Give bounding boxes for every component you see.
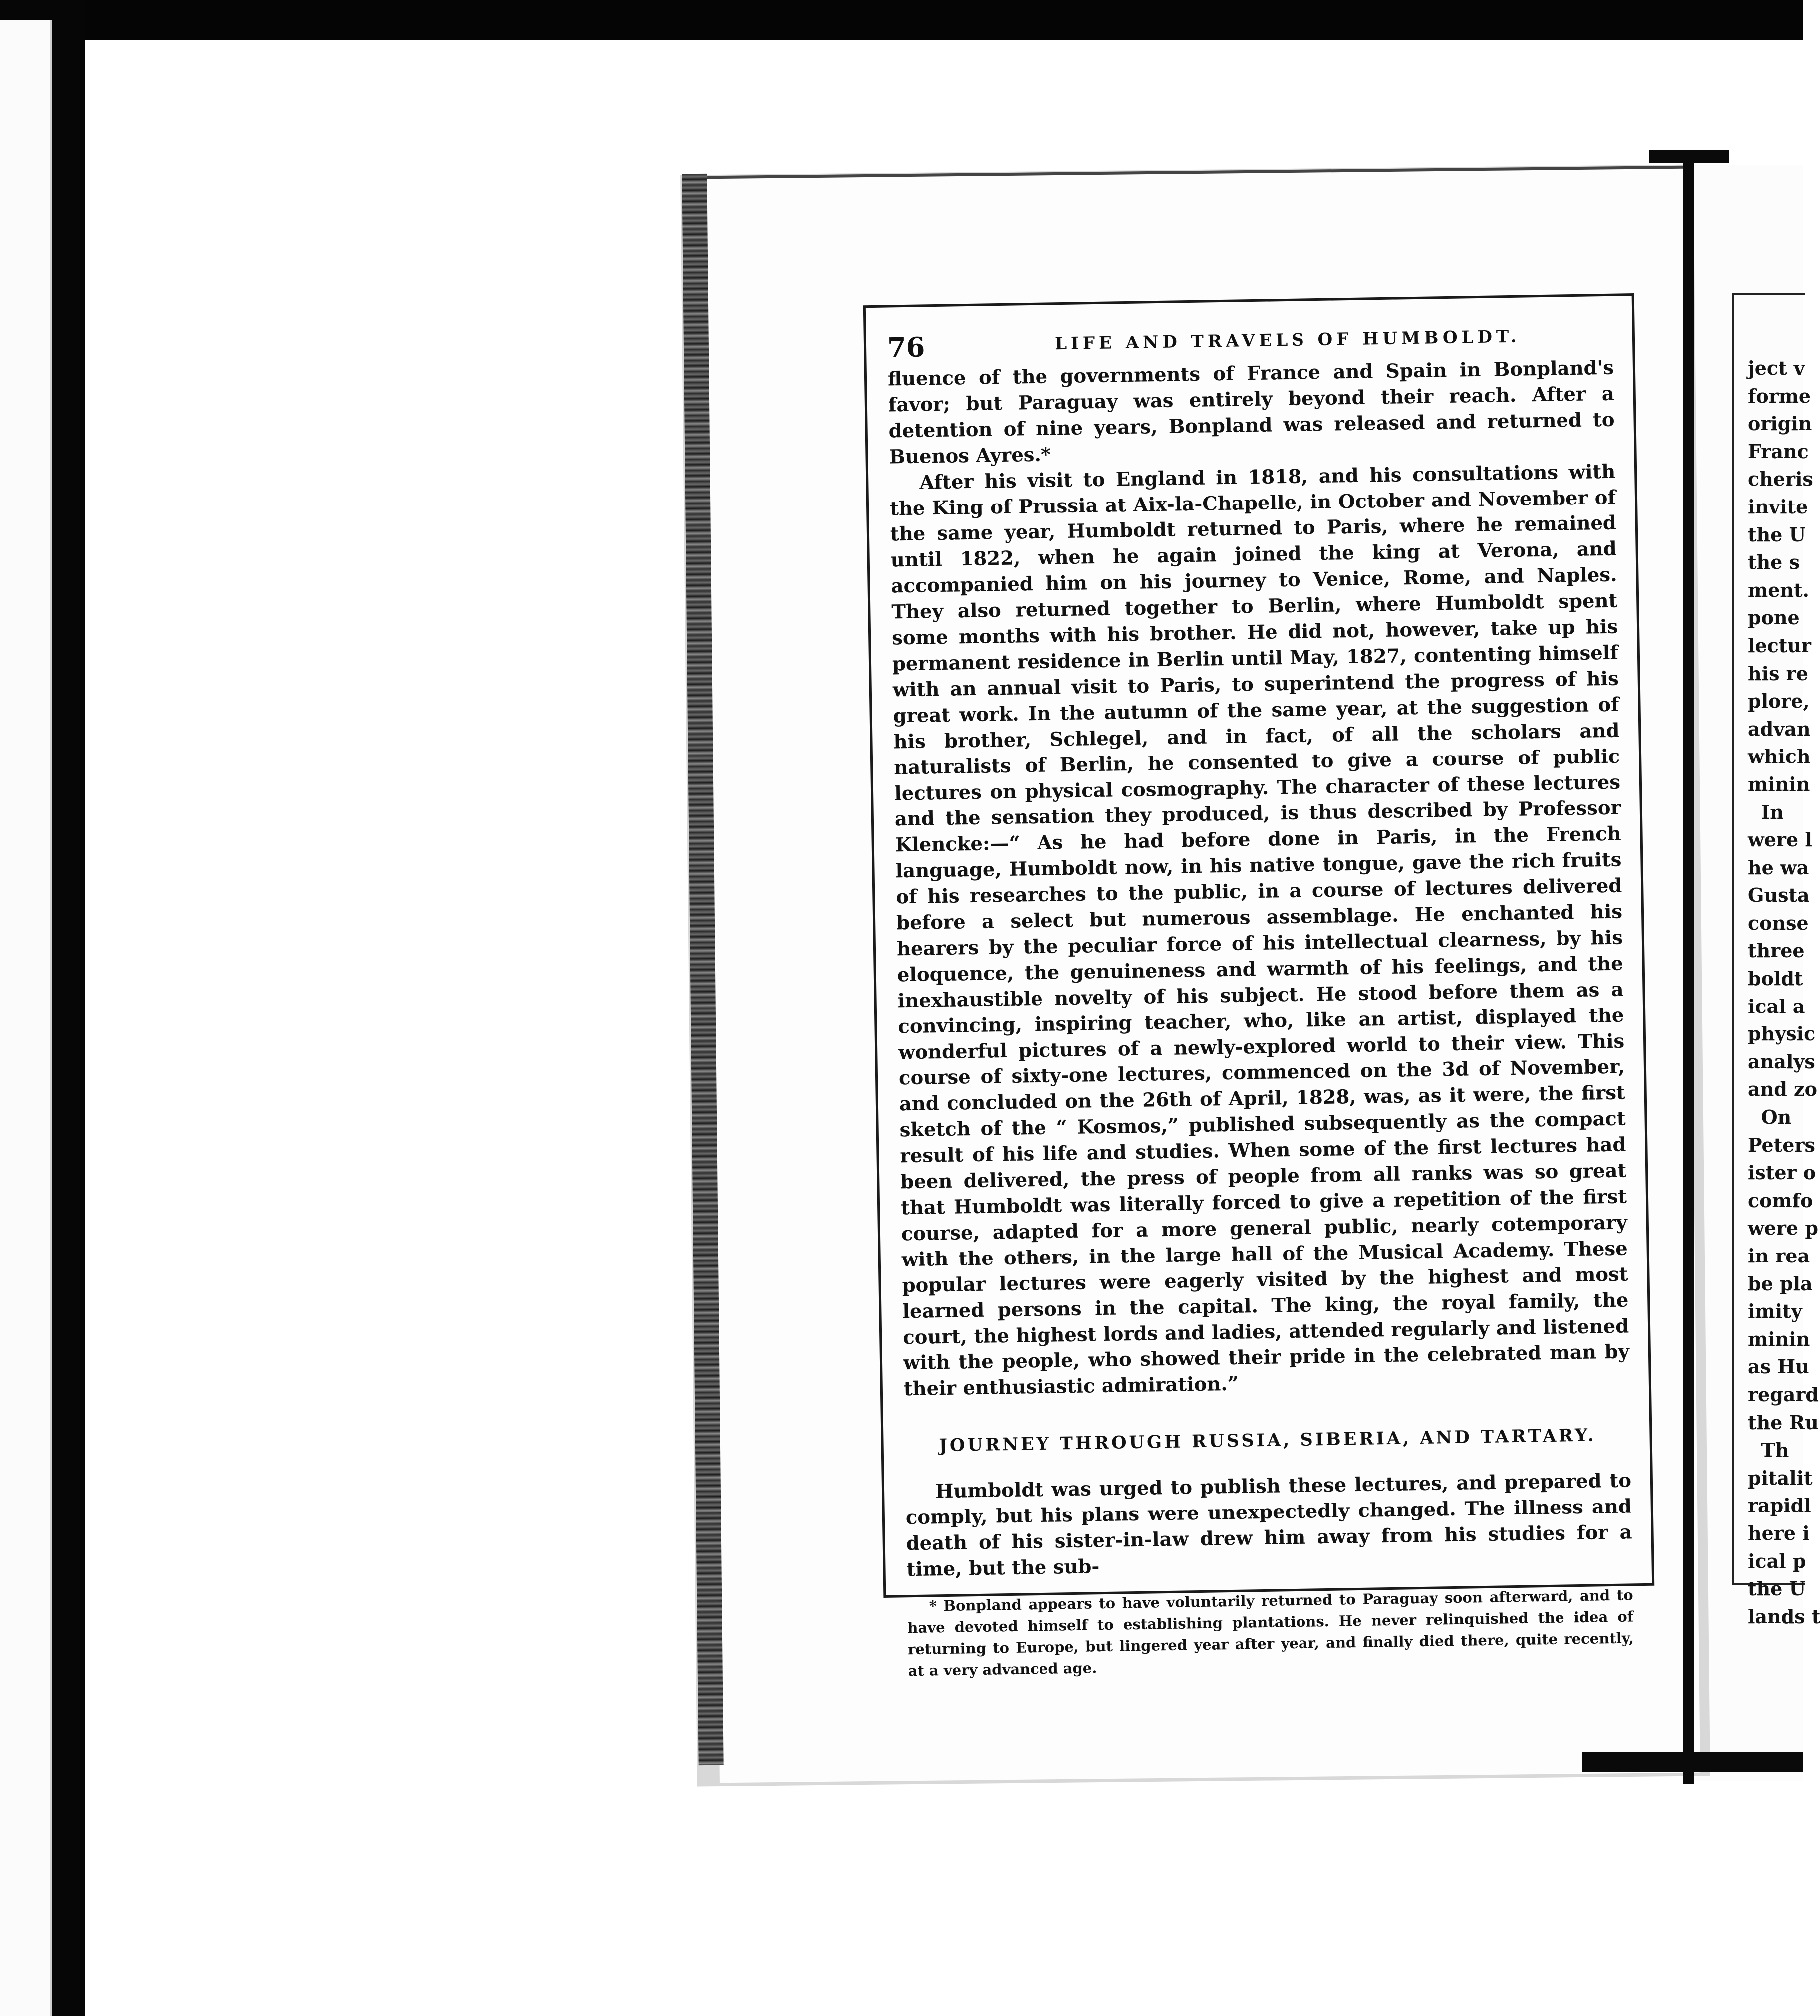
paragraph-continued: fluence of the governments of France and Spain in Bonpland's favor; but Paraguay was entirely beyond their reach. After a detention of nine years, Bonpland was released and returned to Buenos Ayres.* — [887, 356, 1615, 469]
facing-page-text: ject v forme origin Franc cheris invite the U the s ment. pone lectur his re plore, advan which minin In were l he wa Gusta conse three boldt ical a physic analys and zo On Peters ister o comfo were p in rea be pla imity minin as Hu regard the Ru Th pitalit rapidl here i ical p the U lands t — [1748, 357, 1820, 1628]
section-heading: JOURNEY THROUGH RUSSIA, SIBERIA, AND TARTARY. — [939, 1425, 1597, 1456]
previous-page-strip — [0, 20, 52, 2016]
book-spine — [1683, 152, 1694, 1784]
text-panel-content — [887, 320, 1634, 1682]
text-panel — [863, 293, 1654, 1679]
spine-bottom-cap — [1582, 1752, 1803, 1772]
running-head-title: LIFE AND TRAVELS OF HUMBOLDT. — [1054, 326, 1521, 354]
scan-top-border — [0, 0, 1803, 40]
paragraph: After his visit to England in 1818, and his consultations with the King of Prussia at Aix-la-Chapelle, in October and November of the same year, Humboldt returned to Paris, where he remained until 1822, when he again joined the king at Verona, and accompanied him on his journey to Venice, Rome, and Naples. They also returned together to Berlin, where Humboldt spent some months with his brother. He did not, however, take up his permanent residence in Berlin until May, 1827, contenting himself with an annual visit to Paris, to superintend the progress of his great work. In the autumn of the same year, at the suggestion of his brother, Schlegel, and in fact, of all the scholars and naturalists of Berlin, he consented to give a course of public lectures on physical cosmography. The character of these lectures and the sensation they produced, is thus described by Professor Klencke:—“ As he had before done in Paris, in the French language, Humboldt now, in his native tongue, gave the rich fruits of his researches to the public, in a course of lectures delivered before a select but numerous assemblage. He enchanted his hearers by the peculiar force of his intellectual clearness, by his eloquence, the genuineness and warmth of his feelings, and the inexhaustible novelty of his subject. He stood before them as a convincing, inspiring teacher, who, like an artist, displayed the wonderful pictures of a newly-explored world to their view. This course of sixty-one lectures, commenced on the 3d of November, and concluded on the 26th of April, 1828, was, as it were, the first sketch of the “ Kosmos,” published subsequently as the compact result of his life and studies. When some of the first lectures had been delivered, the press of people from all ranks was so great that Humboldt was literally forced to give a repetition of the first course, adapted for a more general public, nearly cotemporary with the others, in the large hall of the Musical Academy. These popular lectures were eagerly visited by the highest and most learned persons in the capital. The king, the royal family, the court, the highest lords and ladies, attended regularly and listened with the people, who showed their pride in the celebrated man by their enthusiastic admiration.” — [889, 460, 1630, 1401]
body-text — [888, 355, 1633, 1583]
section-paragraph: Humboldt was urged to publish these lectures, and prepared to comply, but his plans were unexpectedly changed. The illness and death of his sister-in-law drew him away from his studies for a time, but the sub- — [905, 1469, 1632, 1581]
footnote: * Bonpland appears to have voluntarily returned to Paraguay soon afterward, and to have devoted himself to establishing plantations. He never relinquished the idea of returning to Europe, but lingered year after year, and finally died there, quite recently, at a very advanced age. — [907, 1586, 1634, 1679]
page-number: 76 — [887, 331, 925, 364]
